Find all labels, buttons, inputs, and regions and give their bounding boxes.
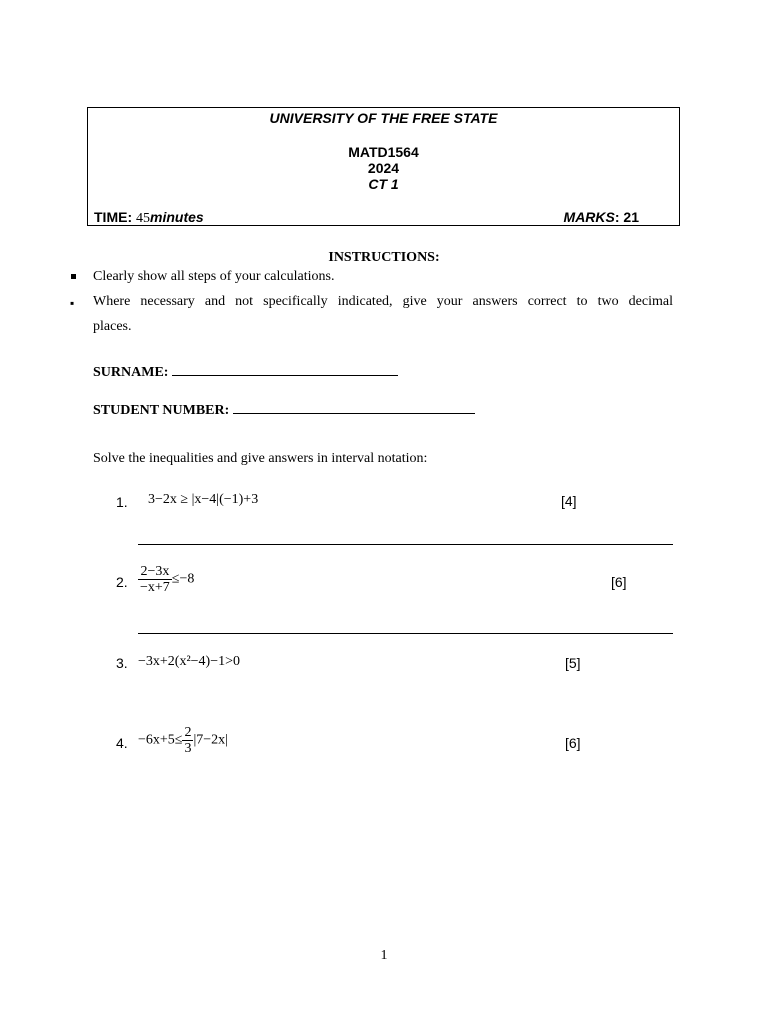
fraction-denominator: −x+7 <box>140 580 170 595</box>
fraction-numerator: 2 <box>184 725 192 740</box>
question-expression: 3−2x ≥ |x−4|(−1)+3 <box>148 492 259 507</box>
total-marks <box>564 209 639 225</box>
surname-blank-line[interactable] <box>172 363 398 376</box>
bullet-square-icon <box>71 274 76 279</box>
instructions-title: INSTRUCTIONS: <box>328 250 440 265</box>
question-number: 2. <box>116 574 128 590</box>
instruction-item: Clearly show all steps of your calculations. <box>93 269 335 284</box>
time-allowed <box>94 209 204 227</box>
inequality-rhs: ≤−8 <box>171 571 195 587</box>
inequality-rhs: |7−2x| <box>193 732 228 748</box>
test-name: CT 1 <box>368 176 399 192</box>
exam-header-box <box>87 107 680 226</box>
fraction-denominator: 3 <box>184 741 192 756</box>
bullet-arrow-icon: ▪ <box>70 296 75 310</box>
inequality-lhs: −6x+5≤ <box>138 732 183 748</box>
student-number-field[interactable] <box>93 401 475 420</box>
question-expression <box>138 564 194 595</box>
marks-label: MARKS <box>563 209 615 225</box>
question-prompt: Solve the inequalities and give answers in interval notation: <box>93 451 428 466</box>
question-marks: [6] <box>565 735 581 751</box>
exam-year: 2024 <box>367 160 400 176</box>
course-code: MATD1564 <box>348 144 419 160</box>
question-marks: [6] <box>611 574 627 590</box>
answer-line <box>138 544 673 545</box>
student-number-blank-line[interactable] <box>233 401 475 414</box>
question-expression <box>138 725 228 756</box>
question-marks: [5] <box>565 655 581 671</box>
marks-value: : 21 <box>614 209 639 225</box>
surname-field[interactable] <box>93 363 398 382</box>
question-number: 3. <box>116 655 128 671</box>
student-number-label: STUDENT NUMBER: <box>93 403 230 418</box>
instruction-item: Where necessary and not specifically indicated, give your answers correct to two decimal <box>93 294 673 309</box>
time-value: 45 <box>136 211 150 226</box>
university-name: UNIVERSITY OF THE FREE STATE <box>269 110 498 126</box>
question-expression: −3x+2(x²−4)−1>0 <box>138 654 240 669</box>
time-label: TIME: <box>94 209 133 225</box>
fraction-numerator: 2−3x <box>138 564 172 580</box>
question-number: 1. <box>116 494 128 510</box>
instruction-item-continued: places. <box>93 319 132 334</box>
time-unit: minutes <box>150 209 204 225</box>
question-number: 4. <box>116 735 128 751</box>
answer-line <box>138 633 673 634</box>
page-number: 1 <box>380 948 388 963</box>
surname-label: SURNAME: <box>93 365 169 380</box>
question-marks: [4] <box>561 493 577 509</box>
